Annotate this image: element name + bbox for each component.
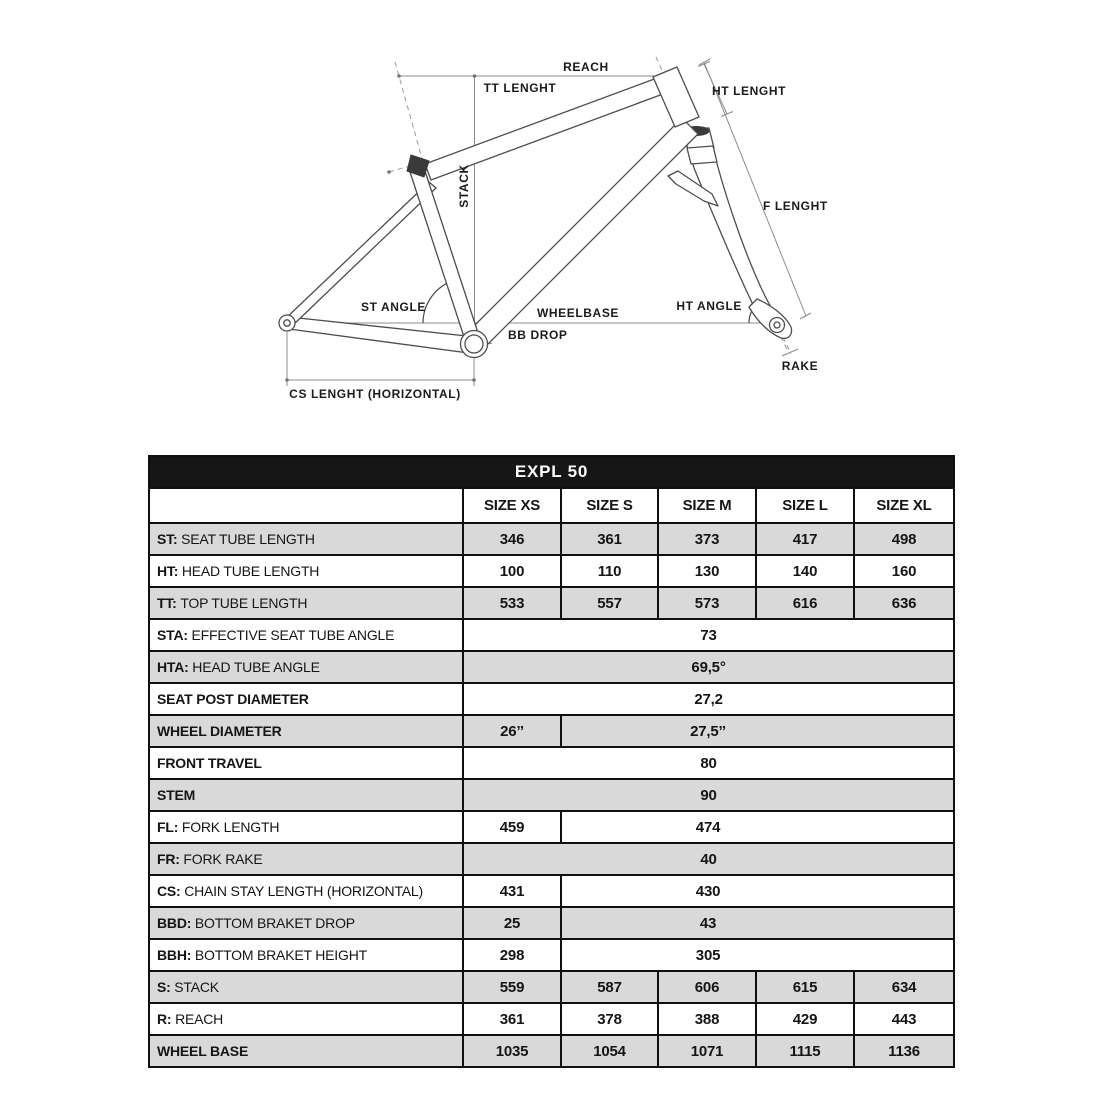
- value-cell: 606: [658, 971, 756, 1003]
- value-cell: 25: [463, 907, 561, 939]
- value-cell: 417: [756, 523, 854, 555]
- value-cell: 27,2: [463, 683, 954, 715]
- row-label: STEM: [149, 779, 463, 811]
- value-cell: 1035: [463, 1035, 561, 1067]
- value-cell: 160: [854, 555, 954, 587]
- table-row: [149, 1003, 954, 1035]
- value-cell: 373: [658, 523, 756, 555]
- table-row: [149, 875, 954, 907]
- row-label: WHEEL DIAMETER: [149, 715, 463, 747]
- table-row: [149, 747, 954, 779]
- table-row: [149, 843, 954, 875]
- ht-length-label: HT LENGHT: [712, 84, 787, 98]
- dim-tick: [285, 378, 289, 382]
- row-label: HT: HEAD TUBE LENGTH: [149, 555, 463, 587]
- rake-label: RAKE: [781, 359, 819, 373]
- size-header-m: SIZE M: [658, 488, 756, 523]
- value-cell: 361: [463, 1003, 561, 1035]
- table-title: EXPL 50: [149, 456, 954, 488]
- row-label: HTA: HEAD TUBE ANGLE: [149, 651, 463, 683]
- value-cell: 1136: [854, 1035, 954, 1067]
- value-cell: 615: [756, 971, 854, 1003]
- dim-tick: [472, 378, 476, 382]
- row-label: STA: EFFECTIVE SEAT TUBE ANGLE: [149, 619, 463, 651]
- head-tube: [653, 67, 699, 127]
- dim-tick: [473, 74, 477, 78]
- bottom-bracket-hole: [465, 335, 483, 353]
- value-cell: 634: [854, 971, 954, 1003]
- value-cell: 40: [463, 843, 954, 875]
- value-cell: 498: [854, 523, 954, 555]
- value-cell: 305: [561, 939, 954, 971]
- row-label: R: REACH: [149, 1003, 463, 1035]
- spec-table-body: [149, 523, 954, 1067]
- wheelbase-label: WHEELBASE: [536, 306, 620, 320]
- cs-length-label: CS LENGHT (HORIZONTAL): [289, 387, 461, 401]
- size-header-s: SIZE S: [561, 488, 658, 523]
- value-cell: 298: [463, 939, 561, 971]
- value-cell: 459: [463, 811, 561, 843]
- extension-tick: [387, 170, 391, 174]
- value-cell: 361: [561, 523, 658, 555]
- table-row: [149, 587, 954, 619]
- reach-label: REACH: [563, 60, 609, 74]
- table-row: [149, 523, 954, 555]
- size-header-xs: SIZE XS: [463, 488, 561, 523]
- value-cell: 73: [463, 619, 954, 651]
- table-row: [149, 939, 954, 971]
- value-cell: 80: [463, 747, 954, 779]
- value-cell: 443: [854, 1003, 954, 1035]
- value-cell: 430: [561, 875, 954, 907]
- size-header-row: [149, 488, 954, 523]
- value-cell: 431: [463, 875, 561, 907]
- table-row: [149, 715, 954, 747]
- value-cell: 587: [561, 971, 658, 1003]
- front-axle-hole: [774, 322, 780, 328]
- rear-axle-hole: [284, 320, 290, 326]
- table-row: [149, 779, 954, 811]
- value-cell: 69,5°: [463, 651, 954, 683]
- value-cell: 474: [561, 811, 954, 843]
- table-row: [149, 619, 954, 651]
- row-label: BBD: BOTTOM BRAKET DROP: [149, 907, 463, 939]
- value-cell: 90: [463, 779, 954, 811]
- value-cell: 1115: [756, 1035, 854, 1067]
- title-row: [149, 456, 954, 488]
- table-row: [149, 555, 954, 587]
- ht-angle-label: HT ANGLE: [676, 299, 742, 313]
- fork-blade: [692, 160, 773, 317]
- value-cell: 557: [561, 587, 658, 619]
- value-cell: 43: [561, 907, 954, 939]
- row-label: FRONT TRAVEL: [149, 747, 463, 779]
- size-header-l: SIZE L: [756, 488, 854, 523]
- value-cell: 573: [658, 587, 756, 619]
- table-row: [149, 907, 954, 939]
- value-cell: 110: [561, 555, 658, 587]
- bike-geometry-diagram: [0, 0, 1100, 450]
- tt-length-label: TT LENGHT: [483, 81, 557, 95]
- value-cell: 140: [756, 555, 854, 587]
- value-cell: 636: [854, 587, 954, 619]
- value-cell: 533: [463, 587, 561, 619]
- value-cell: 130: [658, 555, 756, 587]
- ht-tick-bottom: [721, 112, 733, 117]
- row-label: FR: FORK RAKE: [149, 843, 463, 875]
- value-cell: 1054: [561, 1035, 658, 1067]
- bb-drop-label: BB DROP: [508, 328, 568, 342]
- row-label: FL: FORK LENGTH: [149, 811, 463, 843]
- stack-label: STACK: [457, 164, 471, 208]
- value-cell: 378: [561, 1003, 658, 1035]
- dim-tick: [397, 74, 401, 78]
- table-row: [149, 971, 954, 1003]
- row-label: ST: SEAT TUBE LENGTH: [149, 523, 463, 555]
- value-cell: 559: [463, 971, 561, 1003]
- value-cell: 616: [756, 587, 854, 619]
- row-label: SEAT POST DIAMETER: [149, 683, 463, 715]
- fork-crown: [687, 146, 717, 164]
- value-cell: 26’’: [463, 715, 561, 747]
- value-cell: 429: [756, 1003, 854, 1035]
- value-cell: 100: [463, 555, 561, 587]
- table-row: [149, 651, 954, 683]
- row-label: WHEEL BASE: [149, 1035, 463, 1067]
- table-row: [149, 811, 954, 843]
- row-label: CS: CHAIN STAY LENGTH (HORIZONTAL): [149, 875, 463, 907]
- value-cell: 388: [658, 1003, 756, 1035]
- row-label: TT: TOP TUBE LENGTH: [149, 587, 463, 619]
- table-row: [149, 683, 954, 715]
- st-angle-label: ST ANGLE: [360, 300, 426, 314]
- empty-corner-cell: [149, 488, 463, 523]
- value-cell: 1071: [658, 1035, 756, 1067]
- size-header-xl: SIZE XL: [854, 488, 954, 523]
- geometry-spec-table: [148, 455, 955, 1068]
- row-label: S: STACK: [149, 971, 463, 1003]
- f-length-label: F LENGHT: [763, 199, 828, 213]
- table-row: [149, 1035, 954, 1067]
- row-label: BBH: BOTTOM BRAKET HEIGHT: [149, 939, 463, 971]
- value-cell: 27,5’’: [561, 715, 954, 747]
- value-cell: 346: [463, 523, 561, 555]
- rake-dimension-line: [782, 349, 798, 356]
